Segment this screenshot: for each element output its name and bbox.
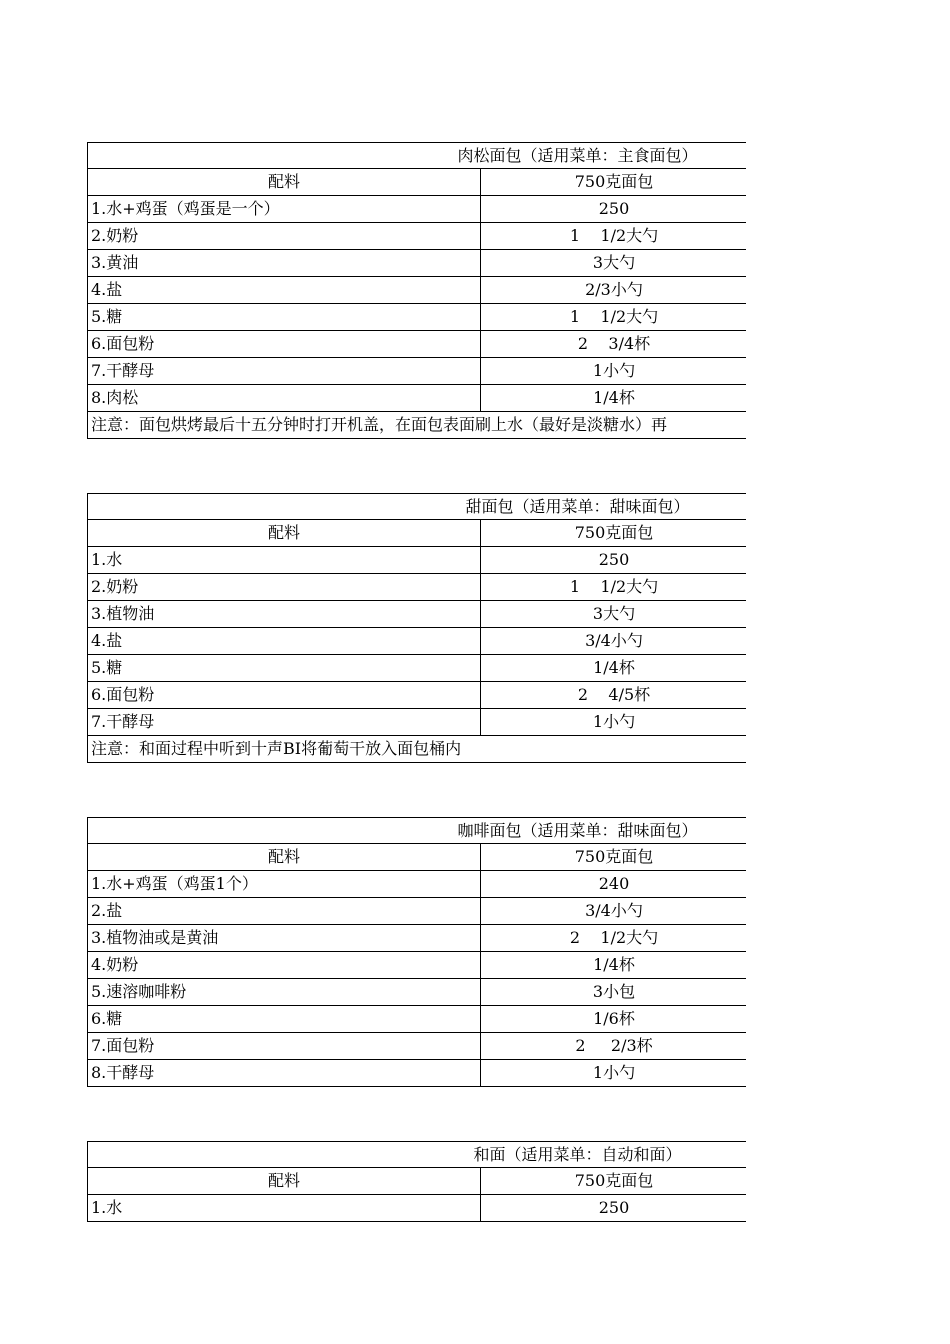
header-amount: 750克面包 (574, 523, 654, 542)
header-ingredient: 配料 (88, 520, 481, 546)
table-row (87, 709, 746, 736)
amount-cell: 3/4小勺 (585, 631, 643, 650)
amount-cell: 1小勺 (592, 712, 636, 731)
ingredient-cell: 2.盐 (88, 898, 481, 924)
table-row (87, 196, 746, 223)
ingredient-cell: 7.干酵母 (88, 709, 481, 735)
table-header-row (87, 1168, 746, 1195)
header-amount: 750克面包 (574, 847, 654, 866)
ingredient-cell: 6.面包粉 (88, 331, 481, 357)
amount-cell: 1/6杯 (593, 1009, 635, 1028)
table-row (87, 1033, 746, 1060)
amount-cell: 2 4/5杯 (577, 685, 651, 704)
table-header-row (87, 169, 746, 196)
amount-cell: 1/4杯 (593, 658, 635, 677)
amount-cell: 3大勺 (592, 604, 636, 623)
amount-cell: 1 1/2大勺 (569, 577, 659, 596)
table-row (87, 898, 746, 925)
ingredient-cell: 3.植物油或是黄油 (88, 925, 481, 951)
table-row (87, 277, 746, 304)
ingredient-cell: 7.面包粉 (88, 1033, 481, 1059)
ingredient-cell: 5.糖 (88, 655, 481, 681)
table-row (87, 547, 746, 574)
table-row (87, 979, 746, 1006)
ingredient-cell: 4.盐 (88, 277, 481, 303)
ingredient-cell: 1.水+鸡蛋（鸡蛋1个） (88, 871, 481, 897)
table-row (87, 601, 746, 628)
table-header-row (87, 844, 746, 871)
table-title-row (87, 142, 746, 169)
amount-cell: 250 (598, 1198, 630, 1217)
table-row (87, 574, 746, 601)
ingredient-cell: 1.水+鸡蛋（鸡蛋是一个） (88, 196, 481, 222)
amount-cell: 3/4小勺 (585, 901, 643, 920)
table-row (87, 1060, 746, 1087)
header-ingredient: 配料 (88, 169, 481, 195)
amount-cell: 1小勺 (592, 361, 636, 380)
ingredient-cell: 6.面包粉 (88, 682, 481, 708)
table-note-row (87, 736, 746, 763)
table-row (87, 1006, 746, 1033)
amount-cell: 1 1/2大勺 (569, 226, 659, 245)
table-title-row (87, 1141, 746, 1168)
amount-cell: 1/4杯 (593, 388, 635, 407)
table-row (87, 628, 746, 655)
table-note: 注意：面包烘烤最后十五分钟时打开机盖，在面包表面刷上水（最好是淡糖水）再 (91, 415, 668, 434)
recipe-table-dough (87, 1141, 746, 1222)
table-row (87, 250, 746, 277)
header-ingredient: 配料 (88, 844, 481, 870)
table-row (87, 331, 746, 358)
table-title-row (87, 817, 746, 844)
ingredient-cell: 6.糖 (88, 1006, 481, 1032)
amount-cell: 1小勺 (592, 1063, 636, 1082)
ingredient-cell: 4.盐 (88, 628, 481, 654)
recipe-table-coffee (87, 817, 746, 1087)
ingredient-cell: 1.水 (88, 1195, 481, 1221)
ingredient-cell: 2.奶粉 (88, 574, 481, 600)
table-row (87, 682, 746, 709)
table-row (87, 304, 746, 331)
table-title: 咖啡面包（适用菜单：甜味面包） (457, 821, 698, 840)
table-row (87, 1195, 746, 1222)
amount-cell: 2 3/4杯 (577, 334, 651, 353)
header-amount: 750克面包 (574, 172, 654, 191)
ingredient-cell: 5.速溶咖啡粉 (88, 979, 481, 1005)
amount-cell: 2 2/3杯 (575, 1036, 653, 1055)
table-row (87, 385, 746, 412)
amount-cell: 1/4杯 (593, 955, 635, 974)
amount-cell: 250 (598, 550, 630, 569)
amount-cell: 3大勺 (592, 253, 636, 272)
table-row (87, 871, 746, 898)
amount-cell: 1 1/2大勺 (569, 307, 659, 326)
amount-cell: 2/3小勺 (585, 280, 643, 299)
table-row (87, 223, 746, 250)
ingredient-cell: 7.干酵母 (88, 358, 481, 384)
ingredient-cell: 2.奶粉 (88, 223, 481, 249)
table-title: 肉松面包（适用菜单：主食面包） (457, 146, 698, 165)
amount-cell: 250 (598, 199, 630, 218)
header-amount: 750克面包 (574, 1171, 654, 1190)
amount-cell: 2 1/2大勺 (569, 928, 659, 947)
table-row (87, 925, 746, 952)
recipe-table-sweet (87, 493, 746, 763)
ingredient-cell: 8.干酵母 (88, 1060, 481, 1086)
table-note: 注意：和面过程中听到十声BI将葡萄干放入面包桶内 (91, 739, 462, 758)
ingredient-cell: 1.水 (88, 547, 481, 573)
amount-cell: 240 (598, 874, 630, 893)
amount-cell: 3小包 (592, 982, 636, 1001)
table-row (87, 952, 746, 979)
table-title: 和面（适用菜单：自动和面） (473, 1145, 682, 1164)
header-ingredient: 配料 (88, 1168, 481, 1194)
table-row (87, 655, 746, 682)
ingredient-cell: 3.黄油 (88, 250, 481, 276)
table-header-row (87, 520, 746, 547)
table-title: 甜面包（适用菜单：甜味面包） (465, 497, 690, 516)
recipe-table-rousong (87, 142, 746, 439)
table-note-row (87, 412, 746, 439)
table-row (87, 358, 746, 385)
ingredient-cell: 3.植物油 (88, 601, 481, 627)
ingredient-cell: 4.奶粉 (88, 952, 481, 978)
ingredient-cell: 8.肉松 (88, 385, 481, 411)
ingredient-cell: 5.糖 (88, 304, 481, 330)
table-title-row (87, 493, 746, 520)
